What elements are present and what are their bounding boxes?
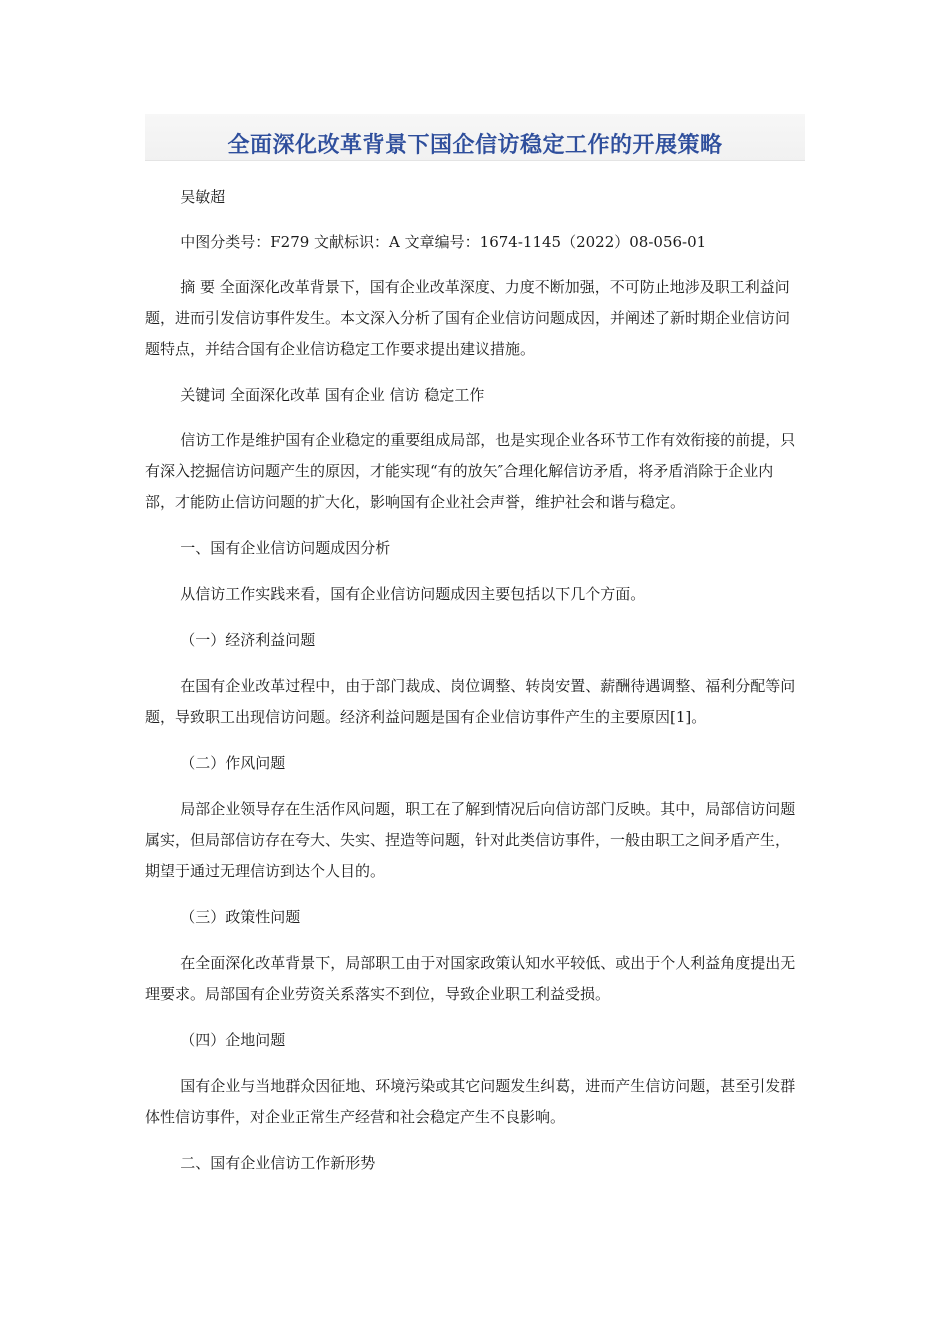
author: 吴敏超 [180,188,226,206]
subsection-2-heading: （二）作风问题 [180,754,286,772]
subsection-3-text: 在全面深化改革背景下，局部职工由于对国家政策认知水平较低、或出于个人利益角度提出无理要求。局部国有企业劳资关系落实不到位，导致企业职工利益受损。 [145,954,796,1003]
section-1-intro: 从信访工作实践来看，国有企业信访问题成因主要包括以下几个方面。 [180,585,646,603]
abstract: 摘 要 全面深化改革背景下，国有企业改革深度、力度不断加强，不可防止地涉及职工利益问题，进而引发信访事件发生。本文深入分析了国有企业信访问题成因，并阐述了新时期企业信访问题特点，并结合国有企业信访稳定工作要求提出建议措施。 [145,278,791,358]
title-band [145,114,805,161]
section-1-heading: 一、国有企业信访问题成因分析 [180,539,391,557]
article-body [145,182,802,1179]
subsection-1-text: 在国有企业改革过程中，由于部门裁成、岗位调整、转岗安置、薪酬待遇调整、福利分配等问题，导致职工出现信访问题。经济利益问题是国有企业信访事件产生的主要原因[1]。 [145,677,796,726]
keywords: 关键词 全面深化改革 国有企业 信访 稳定工作 [180,386,485,404]
subsection-2-text: 局部企业领导存在生活作风问题，职工在了解到情况后向信访部门反映。其中，局部信访问题属实，但局部信访存在夸大、失实、捏造等问题，针对此类信访事件，一般由职工之间矛盾产生，期望于通过无理信访到达个人目的。 [145,800,796,880]
intro-paragraph: 信访工作是维护国有企业稳定的重要组成局部，也是实现企业各环节工作有效衔接的前提，只有深入挖掘信访问题产生的原因，才能实现“有的放矢″合理化解信访矛盾，将矛盾消除于企业内部，才能防止信访问题的扩大化，影响国有企业社会声誉，维护社会和谐与稳定。 [145,431,796,511]
subsection-3-heading: （三）政策性问题 [180,908,301,926]
article-title: 全面深化改革背景下国企信访稳定工作的开展策略 [227,132,723,158]
section-2-heading: 二、国有企业信访工作新形势 [180,1154,376,1172]
subsection-4-heading: （四）企地问题 [180,1031,286,1049]
classification-line: 中图分类号：F279 文献标识：A 文章编号：1674-1145（2022）08-056-01 [180,233,707,251]
subsection-4-text: 国有企业与当地群众因征地、环境污染或其它问题发生纠葛，进而产生信访问题，甚至引发群体性信访事件，对企业正常生产经营和社会稳定产生不良影响。 [145,1077,796,1126]
subsection-1-heading: （一）经济利益问题 [180,631,316,649]
